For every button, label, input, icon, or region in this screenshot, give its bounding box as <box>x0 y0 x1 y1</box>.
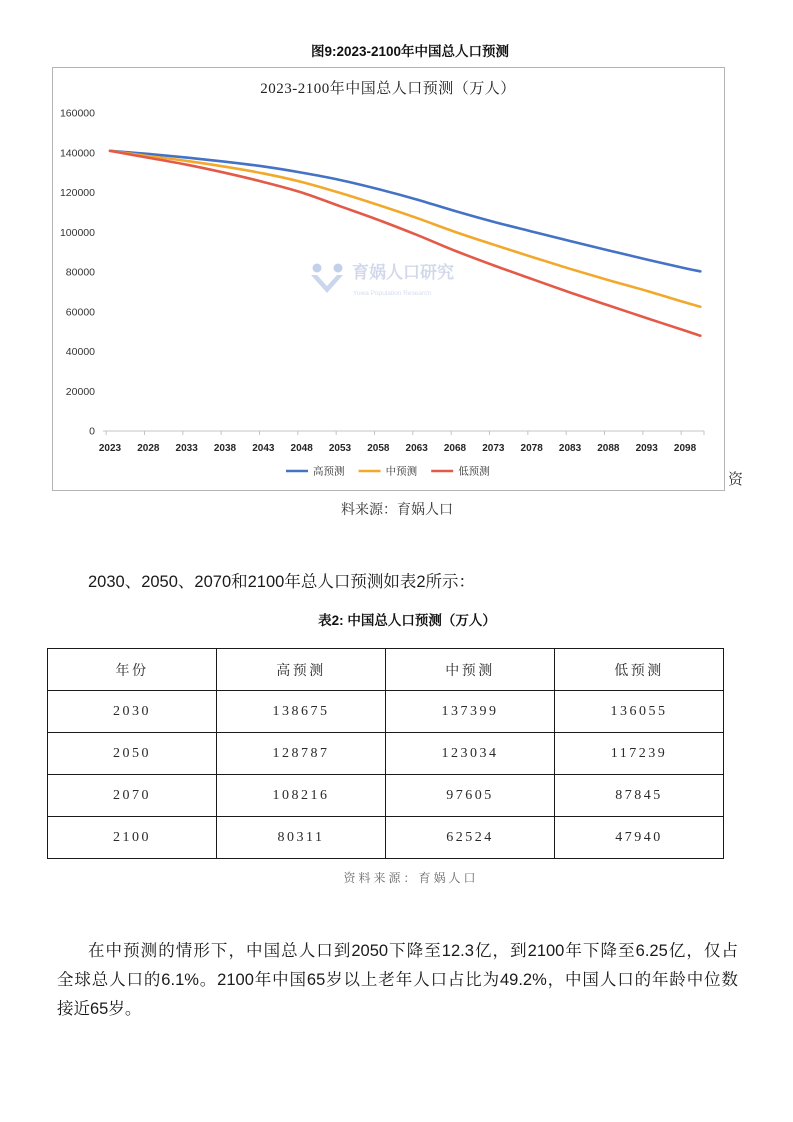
x-tick-label: 2093 <box>635 443 658 454</box>
x-tick-label: 2043 <box>252 443 275 454</box>
paragraph-line: 在中预测的情形下，中国总人口到2050下降至12.3亿，到2100年下降至6.25亿，仅占 <box>88 942 738 960</box>
x-tick-label: 2033 <box>175 443 198 454</box>
table-cell-year: 2050 <box>48 733 217 775</box>
table-cell-medium: 123034 <box>386 733 555 775</box>
paragraph-line: 全球总人口的6.1%。2100年中国65岁以上老年人口占比为49.2%，中国人口的年龄中位数 <box>57 971 738 989</box>
series-line-high <box>110 151 700 272</box>
y-tick-label: 60000 <box>65 306 95 319</box>
x-tick-label: 2073 <box>482 443 505 454</box>
x-tick-label: 2083 <box>558 443 582 454</box>
watermark-subtext: Yuwa Population Research <box>353 290 432 297</box>
intro-paragraph: 2030、2050、2070和2100年总人口预测如表2所示： <box>88 573 476 591</box>
table-cell-medium: 97605 <box>386 775 555 817</box>
table-cell-low: 47940 <box>555 817 724 859</box>
table-source: 资料来源：育娲人口 <box>343 871 479 885</box>
x-tick-label: 2048 <box>290 443 313 454</box>
watermark-text: 育娲人口研究 <box>352 263 454 282</box>
table-header-cell: 低预测 <box>555 649 724 691</box>
legend-label-high: 高预测 <box>313 465 345 478</box>
table-row <box>48 775 724 817</box>
x-tick-label: 2058 <box>367 443 390 454</box>
y-tick-label: 20000 <box>65 385 95 398</box>
x-tick-label: 2063 <box>405 443 428 454</box>
y-tick-label: 160000 <box>59 107 95 120</box>
watermark <box>311 262 454 297</box>
table-cell-medium: 137399 <box>386 691 555 733</box>
summary-paragraph <box>57 937 738 1024</box>
table-header-cell: 年份 <box>48 649 217 691</box>
population-line-chart <box>52 67 725 491</box>
table-cell-year: 2100 <box>48 817 217 859</box>
y-tick-label: 0 <box>89 425 95 438</box>
figure-caption: 图9:2023-2100年中国总人口预测 <box>310 44 510 59</box>
table-header-cell: 高预测 <box>217 649 386 691</box>
legend-label-low: 低预测 <box>458 465 490 478</box>
series-line-low <box>110 151 700 336</box>
table-row <box>48 691 724 733</box>
table-cell-high: 128787 <box>217 733 386 775</box>
table-caption: 表2: 中国总人口预测（万人） <box>318 613 496 628</box>
population-table <box>47 648 724 859</box>
y-tick-label: 80000 <box>65 266 95 279</box>
x-tick-label: 2028 <box>137 443 160 454</box>
y-tick-label: 100000 <box>59 226 95 239</box>
x-tick-label: 2098 <box>673 443 697 454</box>
series-line-medium <box>110 151 700 307</box>
watermark-logo-icon <box>313 264 322 273</box>
legend-label-medium: 中预测 <box>385 465 418 478</box>
y-tick-label: 40000 <box>65 346 95 358</box>
table-cell-year: 2070 <box>48 775 217 817</box>
y-tick-label: 120000 <box>59 187 95 199</box>
x-tick-label: 2023 <box>98 443 122 454</box>
table-header-cell: 中预测 <box>386 649 555 691</box>
table-cell-low: 136055 <box>555 691 724 733</box>
y-tick-label: 140000 <box>59 147 95 160</box>
table-row <box>48 733 724 775</box>
table-cell-low: 117239 <box>555 733 724 775</box>
chart-container <box>52 67 725 491</box>
paragraph-line: 接近65岁。 <box>57 1000 142 1018</box>
watermark-logo-icon <box>311 275 343 293</box>
watermark-logo-icon <box>334 264 343 273</box>
table-cell-low: 87845 <box>555 775 724 817</box>
table-cell-high: 80311 <box>217 817 386 859</box>
chart-title: 2023-2100年中国总人口预测（万人） <box>260 81 516 97</box>
x-tick-label: 2088 <box>597 443 620 454</box>
table-row <box>48 817 724 859</box>
table-cell-year: 2030 <box>48 691 217 733</box>
x-tick-label: 2053 <box>328 443 352 454</box>
figure-source-first-char: 资 <box>728 471 744 488</box>
x-tick-label: 2038 <box>213 443 237 454</box>
table-cell-high: 108216 <box>217 775 386 817</box>
table-cell-medium: 62524 <box>386 817 555 859</box>
table-header-row <box>48 649 724 691</box>
table-cell-high: 138675 <box>217 691 386 733</box>
x-tick-label: 2078 <box>520 443 543 454</box>
figure-source: 料来源：育娲人口 <box>341 501 453 517</box>
x-tick-label: 2068 <box>443 443 467 454</box>
